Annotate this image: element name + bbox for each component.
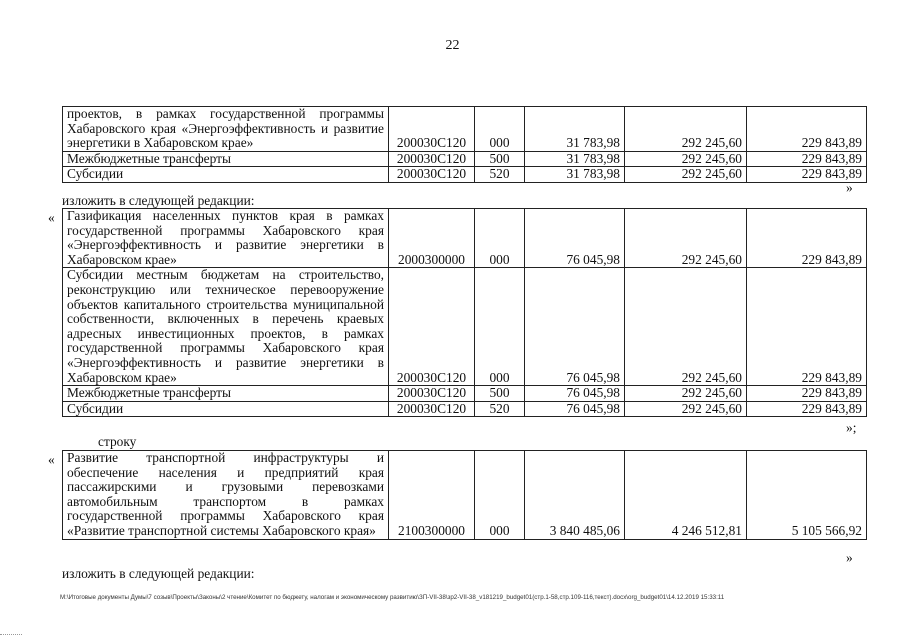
amount-2020-cell: 292 245,60 (625, 401, 747, 417)
amount-2019-cell: 31 783,98 (525, 167, 625, 183)
amount-2021-cell: 229 843,89 (747, 209, 867, 268)
amount-2021-cell: 229 843,89 (747, 167, 867, 183)
amount-2020-cell: 292 245,60 (625, 268, 747, 386)
row-name-cell: Межбюджетные трансферты (63, 151, 389, 167)
budget-table-1 (62, 106, 867, 183)
target-article-cell: 200030C120 (389, 151, 475, 167)
budget-table-2-body (63, 209, 867, 417)
target-article-cell: 2000300000 (389, 209, 475, 268)
file-path-footer: M:\Итоговые документы Думы\7 созыв\Проекты\Законы\2 чтение\Комитет по бюджету, налогам и экономическому развитию\ЗП-VII-38\зр2-VII-38_v181219_budget01(стр.1-58,стр.109-116,текст).docx\org_budget01\14.12.2019 15:33:11 (60, 594, 725, 601)
amount-2021-cell: 229 843,89 (747, 268, 867, 386)
amount-2020-cell: 292 245,60 (625, 386, 747, 402)
table-row (63, 151, 867, 167)
row-name-cell: Субсидии местным бюджетам на строительство, реконструкцию или техническое перевооружение объектов капитального строительства муниципальной собственности, включенных в перечень краевых адресных инвестиционных проектов, в рамках государственной программы Хабаровского края «Энергоэффективность и развитие энергетики в Хабаровском крае» (63, 268, 389, 386)
row-name-cell: проектов, в рамках государственной программы Хабаровского края «Энергоэффективность и развитие энергетики в Хабаровском крае» (63, 107, 389, 152)
target-article-cell: 2100300000 (389, 451, 475, 540)
table-row (63, 451, 867, 540)
amount-2021-cell: 229 843,89 (747, 151, 867, 167)
expense-type-cell: 000 (475, 107, 525, 152)
amount-2021-cell: 229 843,89 (747, 386, 867, 402)
target-article-cell: 200030C120 (389, 401, 475, 417)
table-row (63, 167, 867, 183)
budget-table-3-body (63, 451, 867, 540)
amount-2020-cell: 292 245,60 (625, 209, 747, 268)
amount-2019-cell: 76 045,98 (525, 209, 625, 268)
row-name-cell: Субсидии (63, 167, 389, 183)
amount-2019-cell: 31 783,98 (525, 107, 625, 152)
target-article-cell: 200030C120 (389, 107, 475, 152)
budget-table-3 (62, 450, 867, 540)
expense-type-cell: 500 (475, 151, 525, 167)
page-number: 22 (445, 38, 460, 53)
amount-2020-cell: 292 245,60 (625, 151, 747, 167)
page-edge-mark (0, 634, 22, 635)
table-row (63, 209, 867, 268)
amount-2019-cell: 76 045,98 (525, 401, 625, 417)
expense-type-cell: 000 (475, 268, 525, 386)
table-row (63, 386, 867, 402)
row-name-cell: Газификация населенных пунктов края в рамках государственной программы Хабаровского края «Энергоэффективность и развитие энергетики в Хабаровском крае» (63, 209, 389, 268)
row-name-cell: Субсидии (63, 401, 389, 417)
table-row (63, 107, 867, 152)
amount-2021-cell: 229 843,89 (747, 401, 867, 417)
table-row (63, 268, 867, 386)
expense-type-cell: 000 (475, 451, 525, 540)
instruction-text: изложить в следующей редакции: (62, 566, 255, 581)
expense-type-cell: 520 (475, 401, 525, 417)
opening-quote: « (48, 452, 55, 467)
amount-2021-cell: 229 843,89 (747, 107, 867, 152)
row-name-cell: Межбюджетные трансферты (63, 386, 389, 402)
target-article-cell: 200030C120 (389, 167, 475, 183)
instruction-text: строку (98, 434, 137, 449)
budget-table-1-body (63, 107, 867, 183)
opening-quote: « (48, 210, 55, 225)
row-name-cell: Развитие транспортной инфраструктуры и обеспечение населения и предприятий края пассажирскими и грузовыми перевозками автомобильным транспортом в рамках государственной программы Хабаровского края «Развитие транспортной системы Хабаровского края» (63, 451, 389, 540)
table-row (63, 401, 867, 417)
amount-2019-cell: 76 045,98 (525, 386, 625, 402)
instruction-text: изложить в следующей редакции: (62, 193, 255, 208)
amount-2021-cell: 5 105 566,92 (747, 451, 867, 540)
amount-2019-cell: 76 045,98 (525, 268, 625, 386)
closing-quote: » (846, 180, 853, 195)
amount-2019-cell: 31 783,98 (525, 151, 625, 167)
amount-2020-cell: 4 246 512,81 (625, 451, 747, 540)
closing-quote: » (846, 550, 853, 565)
target-article-cell: 200030C120 (389, 268, 475, 386)
target-article-cell: 200030C120 (389, 386, 475, 402)
amount-2020-cell: 292 245,60 (625, 167, 747, 183)
closing-quote: »; (846, 420, 857, 435)
expense-type-cell: 500 (475, 386, 525, 402)
amount-2019-cell: 3 840 485,06 (525, 451, 625, 540)
expense-type-cell: 520 (475, 167, 525, 183)
amount-2020-cell: 292 245,60 (625, 107, 747, 152)
budget-table-2 (62, 208, 867, 417)
expense-type-cell: 000 (475, 209, 525, 268)
